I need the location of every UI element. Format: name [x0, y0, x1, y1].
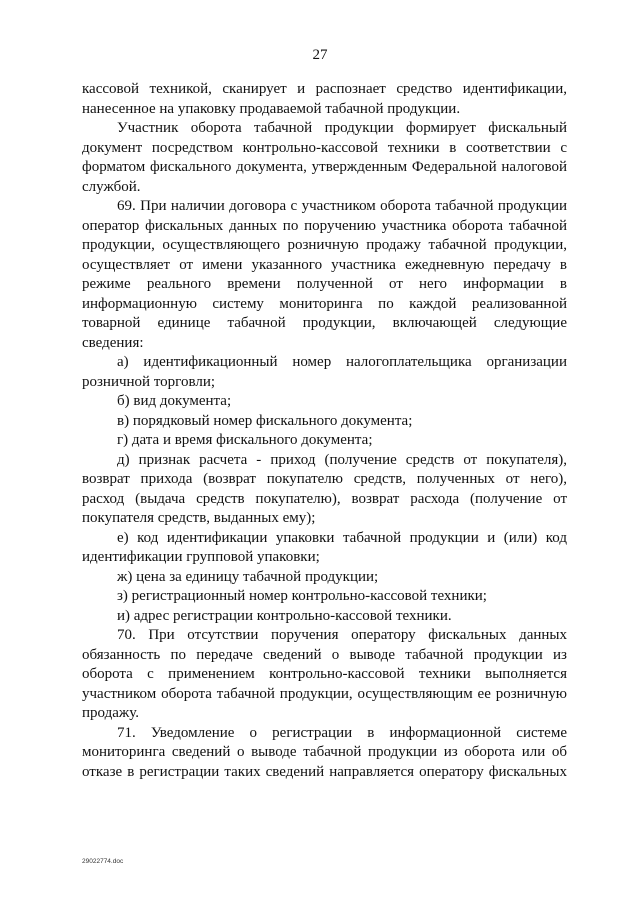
text-line: расход (выдача средств покупателю), возврат расхода (получение от [82, 490, 567, 507]
body-text [82, 80, 567, 782]
text-line: ж) цена за единицу табачной продукции; [117, 568, 379, 585]
text-line: и) адрес регистрации контрольно-кассовой техники. [117, 607, 452, 624]
text-line: товарной единице табачной продукции, включающей следующие [82, 315, 567, 331]
page-number: 27 [312, 47, 328, 63]
text-line: службой. [82, 178, 141, 195]
text-line: а) идентификационный номер налогоплательщика организации [117, 354, 567, 370]
text-line: идентификации групповой упаковки; [82, 549, 320, 565]
text-line: е) код идентификации упаковки табачной продукции и (или) код [117, 529, 567, 546]
text-line: информационную систему мониторинга по каждой реализованной [82, 295, 567, 312]
text-line: сведения: [82, 334, 144, 351]
text-line: продажу. [82, 705, 139, 721]
text-line: оборота с применением контрольно-кассовой техники выполняется [82, 666, 567, 682]
text-line: б) вид документа; [117, 393, 232, 409]
text-line: режиме реального времени полученной от него информации в [82, 276, 567, 292]
text-line: отказе в регистрации таких сведений направляется оператору фискальных [82, 763, 567, 780]
text-line: 71. Уведомление о регистрации в информационной системе [117, 724, 567, 741]
text-line: возврат прихода (возврат покупателю средств, полученных от него), [82, 471, 567, 487]
text-line: г) дата и время фискального документа; [117, 432, 373, 448]
text-line: розничной торговли; [82, 373, 216, 390]
text-line: продукции, осуществляющего розничную продажу табачной продукции, [82, 237, 567, 253]
text-line: мониторинга сведений о выводе табачной продукции из оборота или об [82, 744, 567, 760]
text-line: покупателя средств, выданных ему); [82, 510, 316, 526]
text-line: форматом фискального документа, утвержденным Федеральной налоговой [82, 159, 567, 175]
text-line: в) порядковый номер фискального документа; [117, 412, 413, 429]
text-line: оператор фискальных данных по поручению участника оборота табачной [82, 217, 567, 234]
text-line: документ посредством контрольно-кассовой техники в соответствии с [82, 139, 567, 156]
text-line: участником оборота табачной продукции, осуществляющим ее розничную [82, 685, 567, 702]
text-line: нанесенное на упаковку продаваемой табачной продукции. [82, 100, 461, 117]
text-line: 69. При наличии договора с участником оборота табачной продукции [117, 198, 567, 214]
text-line: 70. При отсутствии поручения оператору фискальных данных [117, 627, 567, 643]
text-line: осуществляет от имени указанного участника ежедневную передачу в [82, 256, 567, 273]
footer-filename: 29022774.doc [82, 858, 124, 865]
text-line: кассовой техникой, сканирует и распознает средство идентификации, [82, 81, 567, 97]
text-line: д) признак расчета - приход (получение средств от покупателя), [117, 451, 567, 468]
text-line: Участник оборота табачной продукции формирует фискальный [117, 120, 567, 136]
text-line: з) регистрационный номер контрольно-кассовой техники; [117, 588, 487, 604]
text-line: обязанность по передаче сведений о выводе табачной продукции из [82, 646, 567, 663]
